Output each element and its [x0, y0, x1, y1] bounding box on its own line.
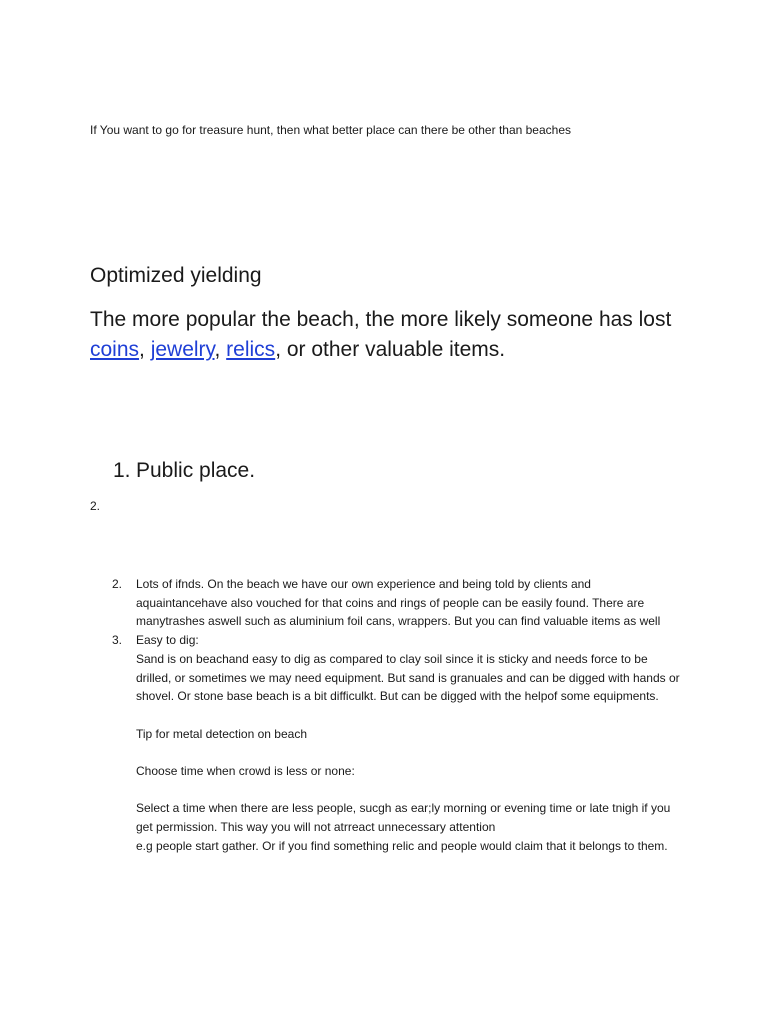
jewelry-link[interactable]: jewelry — [150, 338, 215, 361]
section-heading: Optimized yielding — [90, 264, 262, 287]
list-item — [112, 631, 681, 855]
list-number: 3. — [112, 633, 123, 648]
stray-list-number: 2. — [90, 499, 101, 513]
relics-link[interactable]: relics — [226, 338, 276, 361]
list-item — [112, 575, 681, 631]
tip-title — [136, 725, 681, 744]
tip-paragraph: e.g people start gather. Or if you find something relic and people would claim that it belongs to them. — [136, 838, 668, 853]
public-place-heading: Public place. — [136, 459, 256, 482]
lead-text-end: , or other valuable items. — [275, 338, 506, 361]
list-item-title: Easy to dig: — [136, 633, 199, 648]
lead-separator: , — [214, 338, 227, 361]
public-place-number: 1. — [113, 459, 131, 482]
lead-paragraph — [90, 305, 690, 365]
intro-text: If You want to go for treasure hunt, then what better place can there be other than beaches — [90, 123, 571, 137]
list-number: 2. — [112, 577, 123, 591]
coins-link[interactable]: coins — [90, 338, 140, 361]
list-item-text: Lots of ifnds. On the beach we have our own experience and being told by clients and aquaintancehave also vouched for that coins and rings of people can be easily found. There are manytrashes aswell such as aluminium foil cans, wrappers. But you can find valuable items as well — [136, 577, 661, 629]
lead-text-start: The more popular the beach, the more likely someone has lost — [90, 308, 672, 331]
tip-subtitle-text: Choose time when crowd is less or none: — [136, 764, 355, 778]
tip-subtitle — [136, 762, 681, 781]
lead-separator: , — [139, 338, 151, 361]
list-item-text: Sand is on beachand easy to dig as compared to clay soil since it is sticky and needs force to be drilled, or sometimes we may need equipment. But sand is granuales and can be digged with hands or shovel. Or stone base beach is a bit difficulkt. But can be digged with the helpof some equipments. — [136, 651, 680, 704]
tip-title-text: Tip for metal detection on beach — [136, 726, 307, 741]
numbered-list — [112, 575, 681, 856]
tip-body — [136, 799, 681, 855]
tip-paragraph: Select a time when there are less people, sucgh as ear;ly morning or evening time or late tnigh if you get permission. This way you will not atrreact unnecessary attention — [136, 801, 671, 835]
